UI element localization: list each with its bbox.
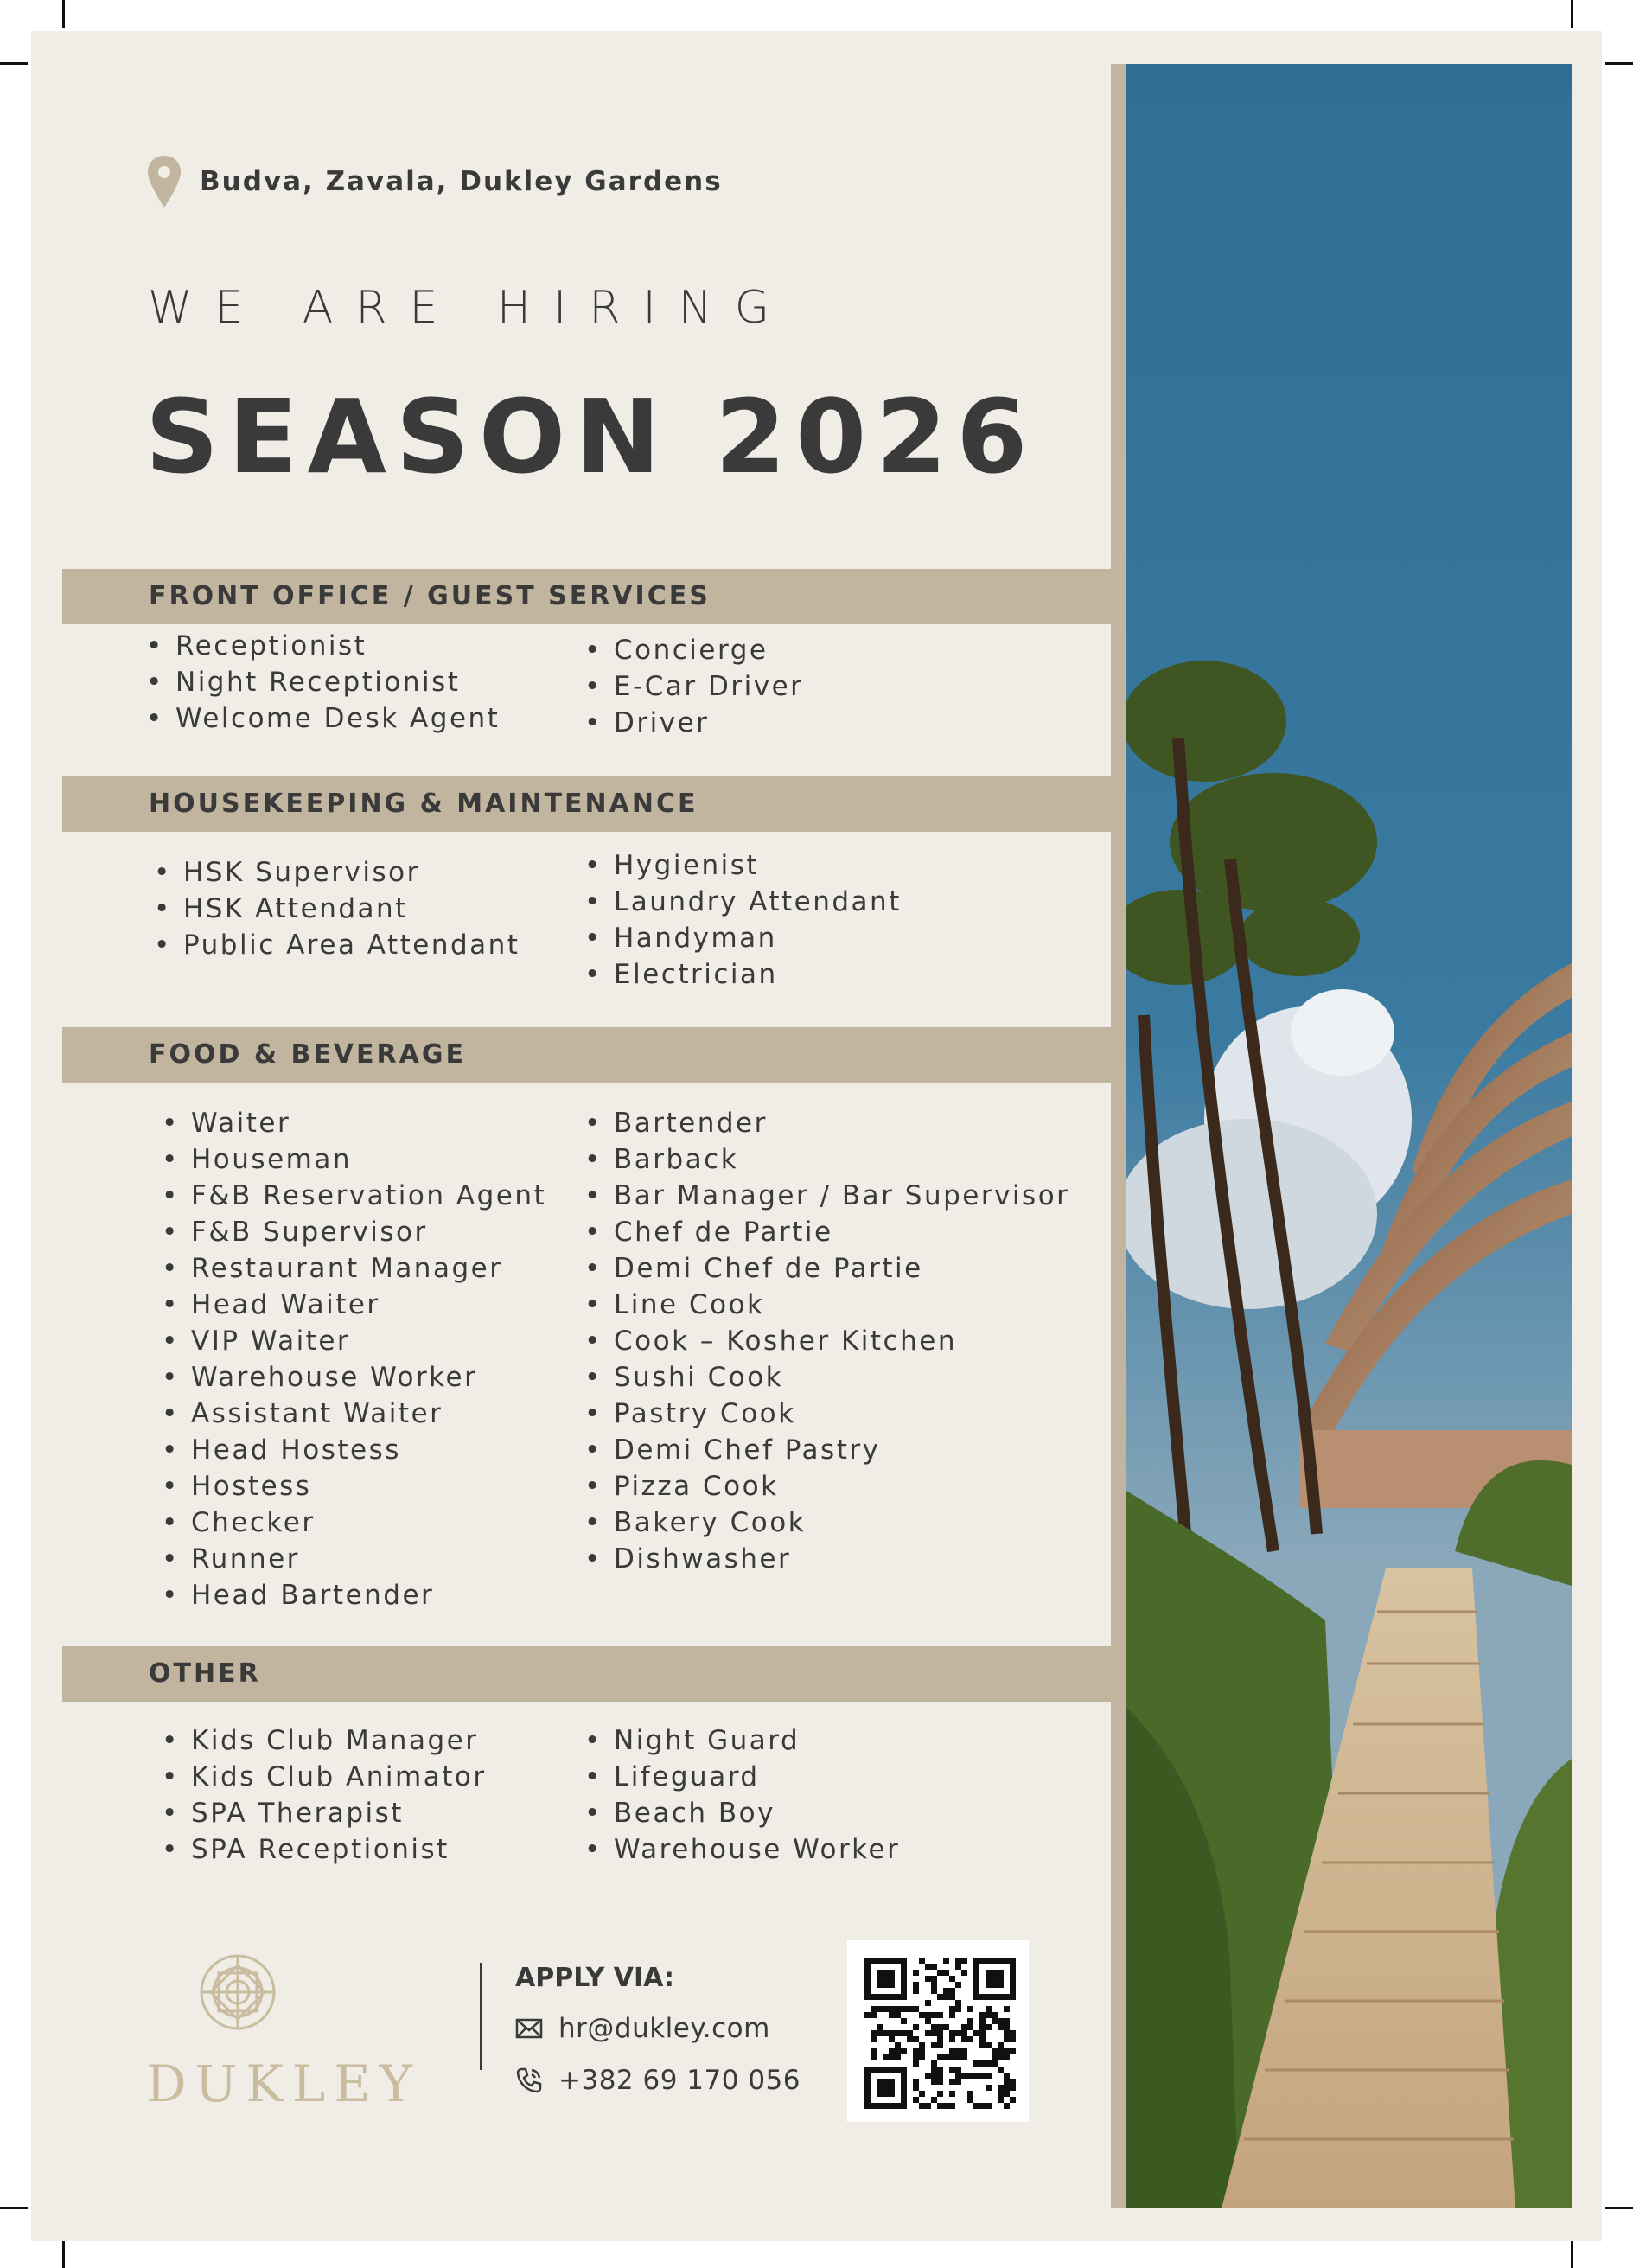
job-title-item: • Chef de Partie [584, 1214, 1069, 1250]
section-header-front-office [62, 569, 1111, 624]
phone-contact[interactable] [515, 2065, 801, 2096]
job-title-item: • SPA Receptionist [162, 1831, 487, 1868]
job-title-item: • Demi Chef de Partie [584, 1250, 1069, 1287]
job-title-item: • E-Car Driver [584, 668, 803, 705]
section-header-housekeeping [62, 776, 1111, 832]
location-pin-icon [146, 154, 182, 209]
job-title-item: • Cook – Kosher Kitchen [584, 1323, 1069, 1359]
job-title-item: • Warehouse Worker [162, 1359, 546, 1396]
job-title-item: • Hostess [162, 1468, 546, 1505]
job-title-item: • Warehouse Worker [584, 1831, 900, 1868]
job-title-item: • Night Receptionist [146, 664, 500, 700]
section-title: FRONT OFFICE / GUEST SERVICES [149, 581, 711, 611]
section-header-food-beverage [62, 1027, 1111, 1083]
job-list-front-office-left [146, 628, 500, 737]
job-title-item: • Restaurant Manager [162, 1250, 546, 1287]
ornament-icon [196, 1951, 279, 2034]
section-title: HOUSEKEEPING & MAINTENANCE [149, 789, 698, 819]
job-title-item: • Night Guard [584, 1722, 900, 1759]
crop-mark [1605, 62, 1633, 65]
job-list-food-beverage-right [584, 1105, 1069, 1577]
job-title-item: • Demi Chef Pastry [584, 1432, 1069, 1468]
job-title-item: • Bar Manager / Bar Supervisor [584, 1178, 1069, 1214]
job-title-item: • Head Hostess [162, 1432, 546, 1468]
email-link[interactable]: hr@dukley.com [558, 2013, 770, 2044]
job-title-item: • HSK Attendant [154, 891, 520, 927]
location-text: Budva, Zavala, Dukley Gardens [200, 166, 723, 197]
job-title-item: • F&B Supervisor [162, 1214, 546, 1250]
job-title-item: • Kids Club Manager [162, 1722, 487, 1759]
crop-mark [62, 2241, 65, 2268]
qr-code[interactable] [847, 1940, 1029, 2122]
job-title-item: • Bartender [584, 1105, 1069, 1141]
section-title: OTHER [149, 1658, 261, 1689]
job-title-item: • Hygienist [584, 847, 902, 884]
job-title-item: • Receptionist [146, 628, 500, 664]
hiring-label: WE ARE HIRING [148, 282, 792, 334]
job-title-item: • Assistant Waiter [162, 1396, 546, 1432]
job-title-item: • F&B Reservation Agent [162, 1178, 546, 1214]
job-list-food-beverage-left [162, 1105, 546, 1613]
job-title-item: • Driver [584, 705, 803, 741]
job-title-item: • Handyman [584, 920, 902, 956]
phone-icon [515, 2067, 543, 2094]
section-title: FOOD & BEVERAGE [149, 1039, 466, 1070]
job-title-item: • Barback [584, 1141, 1069, 1178]
job-title-item: • Line Cook [584, 1287, 1069, 1323]
hiring-poster [31, 31, 1602, 2241]
job-title-item: • Beach Boy [584, 1795, 900, 1831]
crop-mark [1571, 2241, 1573, 2268]
job-title-item: • Runner [162, 1541, 546, 1577]
job-title-item: • VIP Waiter [162, 1323, 546, 1359]
job-title-item: • HSK Supervisor [154, 854, 520, 891]
apply-label: APPLY VIA: [515, 1963, 674, 1993]
job-title-item: • Pastry Cook [584, 1396, 1069, 1432]
job-title-item: • Houseman [162, 1141, 546, 1178]
job-title-item: • Dishwasher [584, 1541, 1069, 1577]
crop-mark [0, 2207, 28, 2209]
job-title-item: • Public Area Attendant [154, 927, 520, 963]
accent-stripe [1111, 64, 1126, 2208]
job-title-item: • Head Waiter [162, 1287, 546, 1323]
job-title-item: • Lifeguard [584, 1759, 900, 1795]
job-list-other-left [162, 1722, 487, 1868]
job-list-front-office-right [584, 632, 803, 741]
crop-mark [62, 0, 65, 28]
job-title-item: • Sushi Cook [584, 1359, 1069, 1396]
job-title-item: • Waiter [162, 1105, 546, 1141]
job-title-item: • Bakery Cook [584, 1505, 1069, 1541]
location-line [146, 154, 723, 209]
resort-staircase-photo [1126, 64, 1572, 2208]
envelope-icon [515, 2018, 543, 2039]
job-title-item: • Laundry Attendant [584, 884, 902, 920]
crop-mark [1571, 0, 1573, 28]
job-title-item: • Checker [162, 1505, 546, 1541]
email-contact[interactable] [515, 2013, 770, 2044]
job-list-housekeeping-left [154, 854, 520, 963]
job-title-item: • Concierge [584, 632, 803, 668]
job-list-other-right [584, 1722, 900, 1868]
job-title-item: • SPA Therapist [162, 1795, 487, 1831]
job-title-item: • Electrician [584, 956, 902, 993]
crop-mark [1605, 2207, 1633, 2209]
section-header-other [62, 1646, 1111, 1702]
crop-mark [0, 62, 28, 65]
job-list-housekeeping-right [584, 847, 902, 993]
contact-divider [480, 1963, 482, 2070]
job-title-item: • Pizza Cook [584, 1468, 1069, 1505]
job-title-item: • Head Bartender [162, 1577, 546, 1613]
brand-wordmark: DUKLEY [146, 2054, 421, 2113]
phone-number[interactable]: +382 69 170 056 [558, 2065, 801, 2096]
page-title: SEASON 2026 [145, 377, 1037, 496]
job-title-item: • Kids Club Animator [162, 1759, 487, 1795]
job-title-item: • Welcome Desk Agent [146, 700, 500, 737]
